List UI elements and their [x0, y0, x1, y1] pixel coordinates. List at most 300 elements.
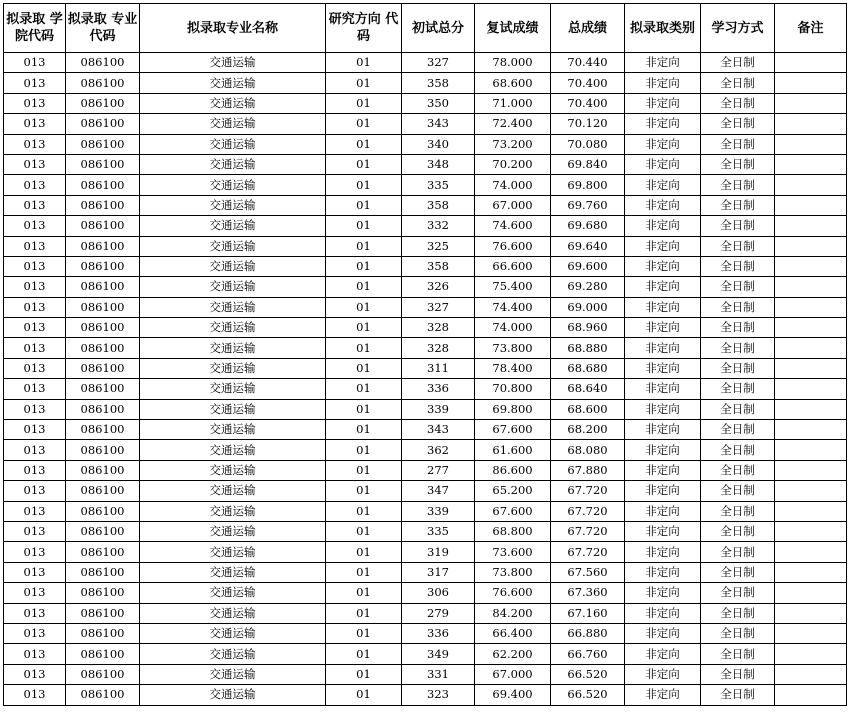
- cell-admission-type: 非定向: [625, 603, 701, 623]
- cell-remarks: [775, 297, 847, 317]
- cell-major-code: 086100: [66, 358, 140, 378]
- cell-remarks: [775, 154, 847, 174]
- cell-major-code: 086100: [66, 134, 140, 154]
- cell-total-score: 67.720: [551, 542, 625, 562]
- cell-remarks: [775, 460, 847, 480]
- cell-remarks: [775, 562, 847, 582]
- cell-major-code: 086100: [66, 236, 140, 256]
- cell-major-name: 交通运输: [140, 644, 326, 664]
- table-row: [4, 481, 847, 501]
- cell-total-score: 68.600: [551, 399, 625, 419]
- cell-study-mode: 全日制: [701, 297, 775, 317]
- cell-major-code: 086100: [66, 623, 140, 643]
- cell-total-score: 67.720: [551, 501, 625, 521]
- cell-remarks: [775, 664, 847, 684]
- cell-college-code: 013: [4, 481, 66, 501]
- cell-admission-type: 非定向: [625, 481, 701, 501]
- cell-college-code: 013: [4, 53, 66, 73]
- cell-retest-score: 68.600: [475, 73, 551, 93]
- cell-admission-type: 非定向: [625, 358, 701, 378]
- cell-total-score: 69.800: [551, 175, 625, 195]
- cell-retest-score: 78.000: [475, 53, 551, 73]
- cell-study-mode: 全日制: [701, 623, 775, 643]
- cell-major-code: 086100: [66, 644, 140, 664]
- cell-college-code: 013: [4, 73, 66, 93]
- cell-remarks: [775, 236, 847, 256]
- cell-college-code: 013: [4, 460, 66, 480]
- cell-admission-type: 非定向: [625, 542, 701, 562]
- cell-major-code: 086100: [66, 542, 140, 562]
- table-row: [4, 379, 847, 399]
- cell-direction-code: 01: [326, 195, 402, 215]
- cell-direction-code: 01: [326, 358, 402, 378]
- cell-initial-score: 326: [402, 277, 475, 297]
- cell-college-code: 013: [4, 297, 66, 317]
- cell-retest-score: 74.000: [475, 175, 551, 195]
- cell-admission-type: 非定向: [625, 175, 701, 195]
- cell-major-code: 086100: [66, 93, 140, 113]
- cell-major-name: 交通运输: [140, 501, 326, 521]
- cell-major-name: 交通运输: [140, 338, 326, 358]
- cell-remarks: [775, 93, 847, 113]
- cell-initial-score: 343: [402, 114, 475, 134]
- cell-major-code: 086100: [66, 521, 140, 541]
- cell-admission-type: 非定向: [625, 53, 701, 73]
- cell-college-code: 013: [4, 542, 66, 562]
- cell-total-score: 67.880: [551, 460, 625, 480]
- cell-remarks: [775, 685, 847, 705]
- table-row: [4, 73, 847, 93]
- cell-direction-code: 01: [326, 93, 402, 113]
- cell-retest-score: 65.200: [475, 481, 551, 501]
- cell-direction-code: 01: [326, 603, 402, 623]
- cell-retest-score: 67.600: [475, 420, 551, 440]
- cell-direction-code: 01: [326, 644, 402, 664]
- cell-major-name: 交通运输: [140, 583, 326, 603]
- cell-remarks: [775, 318, 847, 338]
- cell-total-score: 66.760: [551, 644, 625, 664]
- cell-initial-score: 331: [402, 664, 475, 684]
- cell-major-name: 交通运输: [140, 623, 326, 643]
- cell-major-name: 交通运输: [140, 236, 326, 256]
- cell-initial-score: 339: [402, 399, 475, 419]
- table-row: [4, 562, 847, 582]
- cell-direction-code: 01: [326, 277, 402, 297]
- cell-major-code: 086100: [66, 664, 140, 684]
- cell-admission-type: 非定向: [625, 73, 701, 93]
- cell-direction-code: 01: [326, 216, 402, 236]
- cell-admission-type: 非定向: [625, 236, 701, 256]
- cell-direction-code: 01: [326, 338, 402, 358]
- cell-major-code: 086100: [66, 379, 140, 399]
- cell-major-code: 086100: [66, 195, 140, 215]
- cell-remarks: [775, 440, 847, 460]
- cell-retest-score: 73.800: [475, 562, 551, 582]
- cell-major-name: 交通运输: [140, 481, 326, 501]
- table-row: [4, 318, 847, 338]
- cell-study-mode: 全日制: [701, 358, 775, 378]
- table-body: [4, 53, 847, 706]
- cell-major-name: 交通运输: [140, 53, 326, 73]
- cell-direction-code: 01: [326, 114, 402, 134]
- header-retest-score: 复试成绩: [475, 4, 551, 53]
- cell-retest-score: 67.000: [475, 195, 551, 215]
- cell-college-code: 013: [4, 358, 66, 378]
- cell-admission-type: 非定向: [625, 195, 701, 215]
- cell-retest-score: 72.400: [475, 114, 551, 134]
- table-row: [4, 583, 847, 603]
- table-row: [4, 603, 847, 623]
- table-row: [4, 216, 847, 236]
- cell-admission-type: 非定向: [625, 685, 701, 705]
- cell-study-mode: 全日制: [701, 460, 775, 480]
- cell-remarks: [775, 623, 847, 643]
- cell-college-code: 013: [4, 562, 66, 582]
- cell-retest-score: 66.600: [475, 256, 551, 276]
- cell-retest-score: 69.400: [475, 685, 551, 705]
- cell-admission-type: 非定向: [625, 134, 701, 154]
- cell-initial-score: 340: [402, 134, 475, 154]
- cell-college-code: 013: [4, 420, 66, 440]
- cell-direction-code: 01: [326, 440, 402, 460]
- cell-major-code: 086100: [66, 53, 140, 73]
- table-row: [4, 685, 847, 705]
- cell-direction-code: 01: [326, 623, 402, 643]
- cell-total-score: 68.880: [551, 338, 625, 358]
- cell-initial-score: 328: [402, 338, 475, 358]
- cell-admission-type: 非定向: [625, 338, 701, 358]
- cell-total-score: 69.840: [551, 154, 625, 174]
- cell-major-code: 086100: [66, 501, 140, 521]
- cell-total-score: 70.400: [551, 93, 625, 113]
- table-row: [4, 236, 847, 256]
- cell-major-name: 交通运输: [140, 195, 326, 215]
- cell-remarks: [775, 114, 847, 134]
- cell-remarks: [775, 542, 847, 562]
- cell-college-code: 013: [4, 583, 66, 603]
- cell-major-code: 086100: [66, 297, 140, 317]
- cell-study-mode: 全日制: [701, 420, 775, 440]
- cell-remarks: [775, 501, 847, 521]
- header-major-code: 拟录取 专业代码: [66, 4, 140, 53]
- cell-study-mode: 全日制: [701, 53, 775, 73]
- cell-admission-type: 非定向: [625, 114, 701, 134]
- cell-college-code: 013: [4, 664, 66, 684]
- cell-initial-score: 279: [402, 603, 475, 623]
- cell-total-score: 70.080: [551, 134, 625, 154]
- cell-college-code: 013: [4, 603, 66, 623]
- header-college-code: 拟录取 学院代码: [4, 4, 66, 53]
- cell-initial-score: 323: [402, 685, 475, 705]
- table-row: [4, 420, 847, 440]
- cell-major-name: 交通运输: [140, 460, 326, 480]
- cell-remarks: [775, 603, 847, 623]
- cell-admission-type: 非定向: [625, 583, 701, 603]
- cell-remarks: [775, 338, 847, 358]
- cell-direction-code: 01: [326, 460, 402, 480]
- cell-direction-code: 01: [326, 481, 402, 501]
- cell-initial-score: 306: [402, 583, 475, 603]
- cell-initial-score: 319: [402, 542, 475, 562]
- cell-study-mode: 全日制: [701, 481, 775, 501]
- cell-direction-code: 01: [326, 236, 402, 256]
- cell-initial-score: 350: [402, 93, 475, 113]
- table-row: [4, 297, 847, 317]
- table-row: [4, 501, 847, 521]
- cell-remarks: [775, 379, 847, 399]
- header-remarks: 备注: [775, 4, 847, 53]
- cell-college-code: 013: [4, 154, 66, 174]
- cell-initial-score: 358: [402, 73, 475, 93]
- cell-total-score: 68.200: [551, 420, 625, 440]
- cell-retest-score: 73.200: [475, 134, 551, 154]
- cell-admission-type: 非定向: [625, 623, 701, 643]
- cell-study-mode: 全日制: [701, 583, 775, 603]
- cell-admission-type: 非定向: [625, 256, 701, 276]
- cell-study-mode: 全日制: [701, 664, 775, 684]
- cell-major-name: 交通运输: [140, 154, 326, 174]
- cell-study-mode: 全日制: [701, 521, 775, 541]
- cell-total-score: 70.440: [551, 53, 625, 73]
- cell-remarks: [775, 399, 847, 419]
- cell-direction-code: 01: [326, 685, 402, 705]
- table-row: [4, 175, 847, 195]
- cell-retest-score: 73.800: [475, 338, 551, 358]
- cell-admission-type: 非定向: [625, 420, 701, 440]
- cell-total-score: 67.720: [551, 481, 625, 501]
- cell-major-code: 086100: [66, 562, 140, 582]
- cell-initial-score: 325: [402, 236, 475, 256]
- cell-remarks: [775, 134, 847, 154]
- cell-initial-score: 358: [402, 256, 475, 276]
- cell-major-code: 086100: [66, 277, 140, 297]
- cell-direction-code: 01: [326, 583, 402, 603]
- cell-direction-code: 01: [326, 420, 402, 440]
- cell-admission-type: 非定向: [625, 277, 701, 297]
- cell-initial-score: 335: [402, 521, 475, 541]
- cell-major-code: 086100: [66, 154, 140, 174]
- cell-major-name: 交通运输: [140, 175, 326, 195]
- cell-total-score: 68.680: [551, 358, 625, 378]
- table-row: [4, 440, 847, 460]
- cell-study-mode: 全日制: [701, 134, 775, 154]
- cell-initial-score: 348: [402, 154, 475, 174]
- cell-major-name: 交通运输: [140, 134, 326, 154]
- cell-retest-score: 86.600: [475, 460, 551, 480]
- cell-initial-score: 327: [402, 53, 475, 73]
- table-row: [4, 277, 847, 297]
- cell-direction-code: 01: [326, 562, 402, 582]
- cell-direction-code: 01: [326, 501, 402, 521]
- cell-total-score: 68.080: [551, 440, 625, 460]
- cell-major-name: 交通运输: [140, 542, 326, 562]
- cell-major-code: 086100: [66, 685, 140, 705]
- header-row: [4, 4, 847, 53]
- table-row: [4, 195, 847, 215]
- cell-direction-code: 01: [326, 154, 402, 174]
- cell-college-code: 013: [4, 277, 66, 297]
- cell-remarks: [775, 73, 847, 93]
- cell-major-name: 交通运输: [140, 277, 326, 297]
- cell-retest-score: 61.600: [475, 440, 551, 460]
- cell-retest-score: 68.800: [475, 521, 551, 541]
- cell-remarks: [775, 53, 847, 73]
- cell-study-mode: 全日制: [701, 542, 775, 562]
- cell-direction-code: 01: [326, 53, 402, 73]
- cell-college-code: 013: [4, 379, 66, 399]
- cell-major-name: 交通运输: [140, 358, 326, 378]
- cell-retest-score: 69.800: [475, 399, 551, 419]
- cell-retest-score: 75.400: [475, 277, 551, 297]
- cell-major-name: 交通运输: [140, 562, 326, 582]
- cell-major-code: 086100: [66, 603, 140, 623]
- header-study-mode: 学习方式: [701, 4, 775, 53]
- cell-major-name: 交通运输: [140, 685, 326, 705]
- cell-direction-code: 01: [326, 73, 402, 93]
- cell-college-code: 013: [4, 216, 66, 236]
- cell-admission-type: 非定向: [625, 562, 701, 582]
- cell-study-mode: 全日制: [701, 562, 775, 582]
- cell-major-name: 交通运输: [140, 114, 326, 134]
- cell-direction-code: 01: [326, 318, 402, 338]
- cell-retest-score: 70.800: [475, 379, 551, 399]
- cell-major-code: 086100: [66, 114, 140, 134]
- cell-major-name: 交通运输: [140, 379, 326, 399]
- cell-direction-code: 01: [326, 379, 402, 399]
- cell-college-code: 013: [4, 93, 66, 113]
- table-row: [4, 134, 847, 154]
- cell-major-code: 086100: [66, 481, 140, 501]
- cell-study-mode: 全日制: [701, 277, 775, 297]
- cell-study-mode: 全日制: [701, 338, 775, 358]
- cell-admission-type: 非定向: [625, 399, 701, 419]
- header-initial-score: 初试总分: [402, 4, 475, 53]
- cell-initial-score: 336: [402, 623, 475, 643]
- table-row: [4, 338, 847, 358]
- cell-remarks: [775, 521, 847, 541]
- cell-college-code: 013: [4, 399, 66, 419]
- cell-remarks: [775, 175, 847, 195]
- cell-college-code: 013: [4, 318, 66, 338]
- table-row: [4, 460, 847, 480]
- cell-total-score: 70.120: [551, 114, 625, 134]
- cell-retest-score: 67.600: [475, 501, 551, 521]
- cell-college-code: 013: [4, 623, 66, 643]
- cell-admission-type: 非定向: [625, 501, 701, 521]
- cell-total-score: 69.760: [551, 195, 625, 215]
- cell-retest-score: 74.400: [475, 297, 551, 317]
- table-row: [4, 521, 847, 541]
- cell-initial-score: 332: [402, 216, 475, 236]
- cell-initial-score: 311: [402, 358, 475, 378]
- cell-major-code: 086100: [66, 338, 140, 358]
- cell-direction-code: 01: [326, 399, 402, 419]
- cell-college-code: 013: [4, 134, 66, 154]
- cell-initial-score: 339: [402, 501, 475, 521]
- cell-study-mode: 全日制: [701, 379, 775, 399]
- cell-study-mode: 全日制: [701, 195, 775, 215]
- cell-total-score: 70.400: [551, 73, 625, 93]
- cell-remarks: [775, 256, 847, 276]
- cell-total-score: 67.560: [551, 562, 625, 582]
- cell-remarks: [775, 583, 847, 603]
- cell-retest-score: 76.600: [475, 236, 551, 256]
- cell-remarks: [775, 195, 847, 215]
- cell-major-name: 交通运输: [140, 73, 326, 93]
- cell-total-score: 66.880: [551, 623, 625, 643]
- admission-table: [3, 3, 847, 706]
- cell-retest-score: 74.000: [475, 318, 551, 338]
- table-row: [4, 53, 847, 73]
- cell-total-score: 68.960: [551, 318, 625, 338]
- cell-retest-score: 70.200: [475, 154, 551, 174]
- cell-college-code: 013: [4, 644, 66, 664]
- cell-retest-score: 84.200: [475, 603, 551, 623]
- table-row: [4, 154, 847, 174]
- cell-retest-score: 67.000: [475, 664, 551, 684]
- cell-college-code: 013: [4, 338, 66, 358]
- cell-retest-score: 78.400: [475, 358, 551, 378]
- cell-retest-score: 66.400: [475, 623, 551, 643]
- cell-major-name: 交通运输: [140, 93, 326, 113]
- cell-major-code: 086100: [66, 460, 140, 480]
- cell-initial-score: 336: [402, 379, 475, 399]
- cell-admission-type: 非定向: [625, 440, 701, 460]
- cell-college-code: 013: [4, 175, 66, 195]
- cell-remarks: [775, 216, 847, 236]
- cell-direction-code: 01: [326, 134, 402, 154]
- cell-initial-score: 328: [402, 318, 475, 338]
- cell-initial-score: 335: [402, 175, 475, 195]
- cell-admission-type: 非定向: [625, 644, 701, 664]
- cell-total-score: 69.600: [551, 256, 625, 276]
- table-row: [4, 623, 847, 643]
- cell-admission-type: 非定向: [625, 93, 701, 113]
- cell-college-code: 013: [4, 521, 66, 541]
- cell-study-mode: 全日制: [701, 93, 775, 113]
- cell-study-mode: 全日制: [701, 685, 775, 705]
- cell-total-score: 67.360: [551, 583, 625, 603]
- cell-admission-type: 非定向: [625, 460, 701, 480]
- cell-college-code: 013: [4, 114, 66, 134]
- cell-direction-code: 01: [326, 542, 402, 562]
- cell-study-mode: 全日制: [701, 114, 775, 134]
- cell-retest-score: 73.600: [475, 542, 551, 562]
- cell-remarks: [775, 277, 847, 297]
- cell-initial-score: 347: [402, 481, 475, 501]
- header-total-score: 总成绩: [551, 4, 625, 53]
- cell-major-name: 交通运输: [140, 603, 326, 623]
- cell-admission-type: 非定向: [625, 297, 701, 317]
- table-row: [4, 256, 847, 276]
- cell-major-name: 交通运输: [140, 318, 326, 338]
- cell-initial-score: 349: [402, 644, 475, 664]
- cell-retest-score: 71.000: [475, 93, 551, 113]
- cell-major-name: 交通运输: [140, 420, 326, 440]
- cell-major-name: 交通运输: [140, 664, 326, 684]
- cell-major-code: 086100: [66, 399, 140, 419]
- cell-remarks: [775, 358, 847, 378]
- table-row: [4, 93, 847, 113]
- cell-major-code: 086100: [66, 216, 140, 236]
- cell-initial-score: 358: [402, 195, 475, 215]
- cell-study-mode: 全日制: [701, 644, 775, 664]
- cell-college-code: 013: [4, 236, 66, 256]
- cell-study-mode: 全日制: [701, 256, 775, 276]
- cell-total-score: 69.680: [551, 216, 625, 236]
- cell-admission-type: 非定向: [625, 521, 701, 541]
- cell-total-score: 67.160: [551, 603, 625, 623]
